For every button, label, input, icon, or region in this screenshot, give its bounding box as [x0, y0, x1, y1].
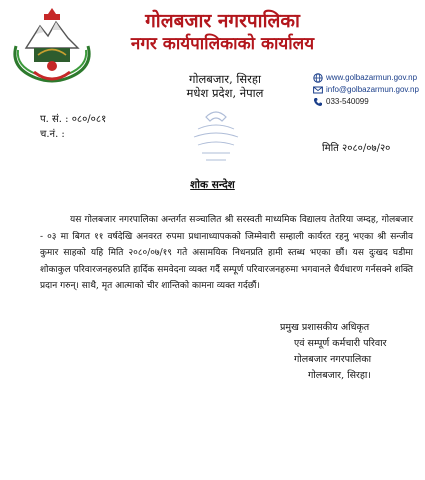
- letter-date: मिति २०८०/०७/२०: [322, 143, 391, 154]
- phone-icon: [313, 97, 323, 107]
- reference-block: [40, 112, 106, 142]
- subject-heading: [0, 178, 425, 192]
- signatory-office: गोलबजार नगरपालिका: [294, 354, 372, 365]
- condolence-body: यस गोलबजार नगरपालिका अन्तर्गत सञ्चालित श्री सरस्वती माध्यमिक विद्यालय तेतरिया जम्दह, गोलबजार - ०३ मा बिगत ११ वर्षदेखि अनवरत रुपमा प्रधानाध्यापकको जिम्मेवारी सम्हाली कार्यरत रहनु भएका श्री सन्जीव कुमार साहको यहि मिति २०८०/०७/१९ गते असामयिक निधनप्रति हामी स्तब्ध भएका छौं। यस दुःखद घडीमा शोकाकुल परिवारजनहरुप्रति हार्दिक समवेदना व्यक्त गर्दै सम्पूर्ण परिवारजनहरुमा भगवानले धैर्यधारण गर्नसक्ने शक्ति प्रदान गरुन्। साथै, मृत आत्माको चीर शान्तिको कामना व्यक्त गर्दछौं।: [40, 215, 413, 291]
- globe-icon: [313, 73, 323, 83]
- address-line-1: गोलबजार, सिरहा: [189, 72, 261, 86]
- chalani-number: च.नं. :: [40, 129, 65, 140]
- signatory-title: प्रमुख प्रशासकीय अधिकृत: [280, 322, 370, 333]
- municipality-name: गोलबजार नगरपालिका: [145, 10, 300, 32]
- email-row: [313, 84, 425, 96]
- signatory-staff: एवं सम्पूर्ण कर्मचारी परिवार: [294, 338, 387, 349]
- office-address: [150, 72, 300, 100]
- signatory-address: गोलबजार, सिरहा।: [308, 370, 371, 381]
- subject-text: शोक सन्देश: [190, 179, 235, 191]
- phone-row: [313, 96, 425, 108]
- office-name: नगर कार्यपालिकाको कार्यालय: [130, 34, 315, 54]
- email-text[interactable]: info@golbazarmun.gov.np: [326, 85, 419, 94]
- website-text[interactable]: www.golbazarmun.gov.np: [326, 73, 418, 82]
- email-icon: [313, 85, 323, 95]
- office-title: [100, 10, 345, 55]
- patra-sankhya: प. सं. : ०८०/०८१: [40, 114, 107, 125]
- address-line-2: मधेश प्रदेश, नेपाल: [186, 86, 264, 100]
- phone-text: 033-540099: [326, 97, 369, 106]
- signature-block: [280, 320, 410, 384]
- contact-block: [313, 72, 425, 108]
- office-stamp: [184, 107, 248, 169]
- website-row: [313, 72, 425, 84]
- nepal-emblem-icon: [6, 8, 98, 88]
